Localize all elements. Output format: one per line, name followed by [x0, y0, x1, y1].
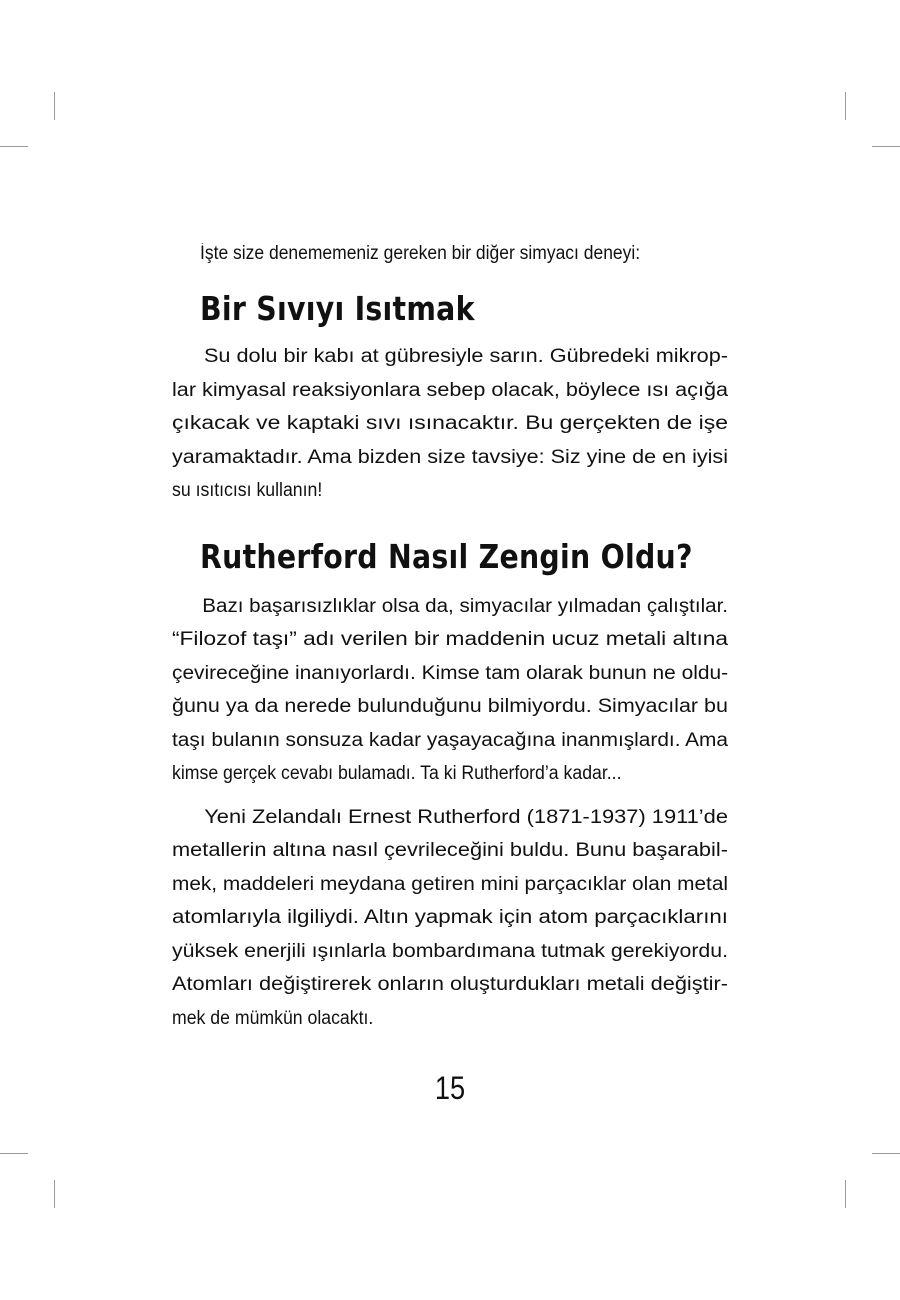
text-line: kimse gerçek cevabı bulamadı. Ta ki Rutherford’a kadar... [172, 763, 622, 784]
page-number: 15 [434, 1070, 466, 1106]
crop-mark-top-right-horizontal [872, 146, 900, 147]
crop-mark-bottom-right-horizontal [872, 1153, 900, 1154]
intro-text: İşte size denememeniz gereken bir diğer simyacı deneyi: [200, 243, 641, 264]
crop-mark-top-left-vertical [54, 92, 55, 120]
text-line: mek, maddeleri meydana getiren mini parçacıklar olan metal [172, 873, 729, 895]
section-heading-heating-liquid: Bir Sıvıyı Isıtmak [200, 289, 475, 328]
section2-body [172, 590, 728, 1036]
text-line: metallerin altına nasıl çevrileceğini buldu. Bunu başarabil- [172, 840, 728, 861]
paragraph [172, 801, 728, 1036]
text-line: Yeni Zelandalı Ernest Rutherford (1871-1937) 1911’de [204, 806, 728, 828]
text-line: Bazı başarısızlıklar olsa da, simyacılar yılmadan çalıştılar. [202, 595, 729, 617]
text-line: taşı bulanın sonsuza kadar yaşayacağına inanmışlardı. Ama [172, 729, 728, 751]
text-line: yaramaktadır. Ama bizden size tavsiye: Siz yine de en iyisi [172, 446, 729, 468]
text-line: yüksek enerjili ışınlarla bombardımana tutmak gerekiyordu. [172, 940, 729, 962]
text-line: ğunu ya da nerede bulunduğunu bilmiyordu. Simyacılar bu [172, 696, 728, 717]
crop-mark-top-right-vertical [845, 92, 846, 120]
text-line: Su dolu bir kabı at gübresiyle sarın. Gübredeki mikrop- [203, 346, 729, 367]
section-heading-rutherford: Rutherford Nasıl Zengin Oldu? [200, 536, 693, 576]
crop-mark-bottom-right-vertical [845, 1180, 846, 1208]
crop-mark-bottom-left-vertical [54, 1180, 55, 1208]
section1-body [172, 340, 728, 508]
crop-mark-bottom-left-horizontal [0, 1153, 28, 1154]
text-line: mek de mümkün olacaktı. [172, 1007, 374, 1029]
text-line: lar kimyasal reaksiyonlara sebep olacak, böylece ısı açığa [172, 379, 729, 401]
paragraph [172, 590, 728, 791]
text-line: “Filozof taşı” adı verilen bir maddenin ucuz metali altına [172, 629, 729, 650]
text-line: su ısıtıcısı kullanın! [172, 480, 323, 501]
crop-mark-top-left-horizontal [0, 146, 28, 147]
text-line: Atomları değiştirerek onların oluşturdukları metali değiştir- [172, 974, 729, 995]
text-line: çıkacak ve kaptaki sıvı ısınacaktır. Bu gerçekten de işe [172, 413, 728, 434]
paragraph [172, 340, 728, 508]
page-content [172, 238, 728, 1045]
text-line: atomlarıyla ilgiliydi. Altın yapmak için atom parçacıklarını [172, 907, 728, 928]
text-line: çevireceğine inanıyorlardı. Kimse tam olarak bunun ne oldu- [172, 662, 729, 684]
